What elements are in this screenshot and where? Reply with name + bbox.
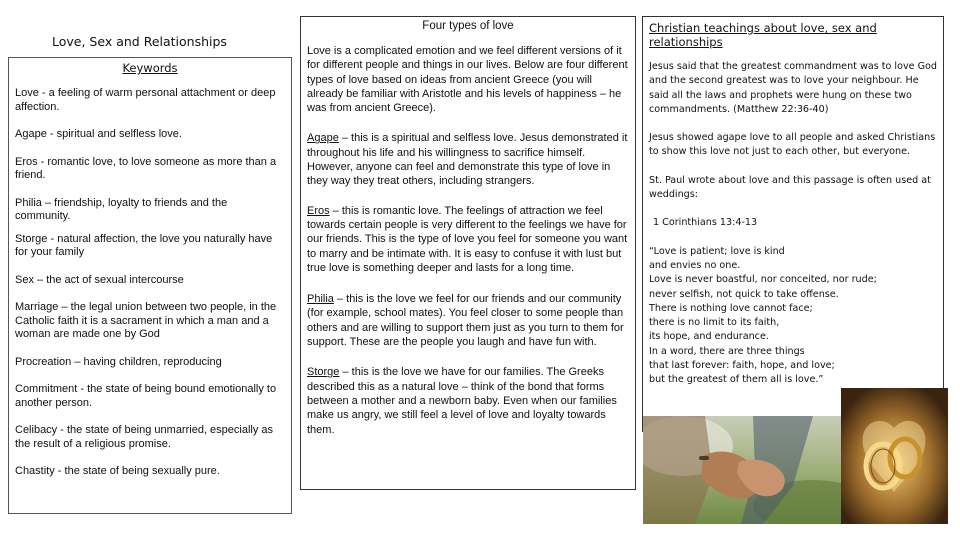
type-philia: Philia – this is the love we feel for our friends and our community (for example, school mates). You feel closer to some people than others and are willing to support them just as you turn to them for support. These are the people you laugh and have fun with. [307, 293, 624, 349]
keyword-celibacy: Celibacy - the state of being unmarried, especially as the result of a religious promise. [15, 424, 274, 450]
type-storge: Storge – this is the love we have for our families. The Greeks described this as a natural love – think of the bond that forms between a mother and a newborn baby. Even when our families make us angry, we still feel a level of love and loyalty towards them. [307, 366, 617, 436]
passage-line: There is nothing love cannot face; [649, 302, 813, 314]
christian-teachings-box [642, 16, 944, 432]
keyword-commitment: Commitment - the state of being bound emotionally to another person. [15, 383, 277, 409]
holding-hands-photo [643, 416, 841, 524]
types-intro: Love is a complicated emotion and we feel different versions of it for different people and things in our lives. Below are four different types of love based on ideas from ancient Greece (you will already be familiar with Aristotle and his levels of happiness – he was from ancient Greece). [307, 45, 628, 115]
keyword-marriage: Marriage – the legal union between two people, in the Catholic faith it is a sacrament in which a man and a woman are made one by God [15, 301, 277, 340]
passage-line: its hope, and endurance. [649, 331, 769, 343]
keywords-box [8, 57, 292, 514]
passage-line: “Love is patient; love is kind [649, 245, 785, 257]
bible-passage [649, 245, 937, 388]
keyword-procreation: Procreation – having children, reproducing [15, 355, 222, 368]
four-types-title: Four types of love [422, 20, 514, 32]
christian-title: Christian teachings about love, sex and relationships [649, 21, 877, 49]
type-eros: Eros – this is romantic love. The feelings of attraction we feel towards certain people is very different to the feelings we have for our friends. This is the type of love you feel for someone you want to marry and be intimate with. It is easy to confuse it with lust but true love is something deeper and lasts for a long time. [307, 204, 628, 274]
four-types-box [300, 16, 636, 490]
type-agape: Agape – this is a spiritual and selfless love. Jesus demonstrated it throughout his life and his willingness to sacrifice himself. However, anyone can feel and demonstrate this type of love in they way they treat others, including strangers. [307, 132, 628, 188]
keyword-chastity: Chastity - the state of being sexually pure. [15, 465, 220, 477]
christian-agape: Jesus showed agape love to all people and asked Christians to show this love not just to each other, but everyone. [649, 132, 936, 158]
page-title: Love, Sex and Relationships [52, 34, 227, 49]
passage-line: and envies no one. [649, 259, 741, 271]
wedding-rings-photo [841, 388, 948, 524]
bible-reference: 1 Corinthians 13:4-13 [653, 217, 758, 229]
passage-line: there is no limit to its faith, [649, 317, 780, 329]
passage-line: In a word, there are three things [649, 345, 805, 357]
christian-commandments: Jesus said that the greatest commandment was to love God and the second greatest was to love your neighbour. He said all the laws and prophets were hung on these two commandments. (Matthew 22:36-40) [649, 61, 937, 115]
keyword-eros: Eros - romantic love, to love someone as more than a friend. [15, 155, 277, 181]
keyword-philia: Philia – friendship, loyalty to friends and the community. [15, 196, 228, 222]
christian-st-paul: St. Paul wrote about love and this passage is often used at weddings: [649, 174, 931, 201]
keyword-storge: Storge - natural affection, the love you naturally have for your family [15, 232, 273, 258]
passage-line: but the greatest of them all is love.” [649, 374, 824, 386]
passage-line: Love is never boastful, nor conceited, nor rude; [649, 274, 877, 286]
passage-line: never selfish, not quick to take offense. [649, 288, 839, 300]
passage-line: that last forever: faith, hope, and love; [649, 360, 835, 372]
keyword-love: Love - a feeling of warm personal attachment or deep affection. [15, 87, 276, 113]
keyword-sex: Sex – the act of sexual intercourse [15, 273, 184, 286]
keyword-agape: Agape - spiritual and selfless love. [15, 128, 182, 140]
keywords-heading: Keywords [122, 61, 178, 75]
